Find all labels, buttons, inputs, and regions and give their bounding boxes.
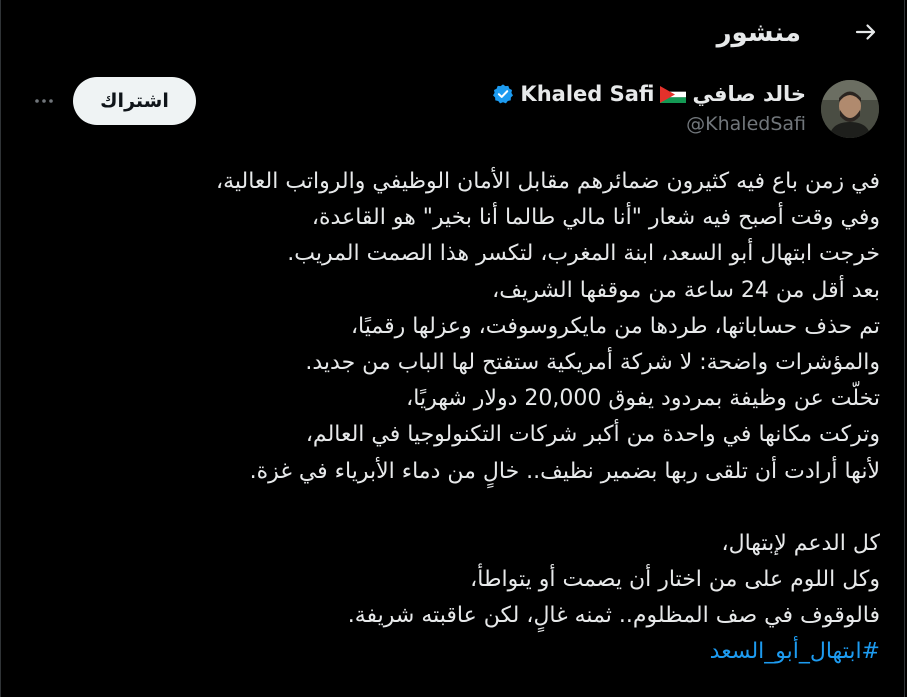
tweet-line: وكل اللوم على من اختار أن يصمت أو يتواطأ، — [470, 567, 880, 593]
tweet-line: لأنها أرادت أن تلقى ربها بضمير نظيف.. خالٍ من دماء الأبرياء في غزة. — [249, 458, 880, 484]
post-header — [1, 0, 906, 68]
subscribe-button[interactable]: اشتراك — [73, 77, 196, 125]
author-name-latin: Khaled Safi — [520, 82, 655, 106]
tweet-line: خرجت ابتهال أبو السعد، ابنة المغرب، لتكسر هذا الصمت المريب. — [287, 241, 880, 267]
tweet-line: وتركت مكانها في واحدة من أكبر شركات التكنولوجيا في العالم، — [305, 422, 880, 448]
arrow-icon — [854, 20, 878, 44]
tweet-line: تخلّت عن وظيفة بمردود يفوق 20,000 دولار شهريًا، — [406, 386, 880, 412]
hashtag-link[interactable]: #ابتهال_أبو_السعد — [709, 639, 880, 665]
tweet-line: وفي وقت أصبح فيه شعار "أنا مالي طالما أنا بخير" هو القاعدة، — [311, 205, 880, 231]
avatar-image — [821, 80, 879, 138]
tweet-line: في زمن باع فيه كثيرون ضمائرهم مقابل الأمان الوظيفي والرواتب العالية، — [215, 169, 880, 194]
author-name-arabic: خالد صافي — [692, 82, 806, 106]
back-button[interactable] — [848, 14, 884, 50]
avatar[interactable] — [821, 80, 879, 138]
palestine-flag-icon — [660, 86, 686, 103]
tweet-line: بعد أقل من 24 ساعة من موقفها الشريف، — [492, 277, 880, 303]
more-icon — [32, 89, 56, 113]
tweet-line: كل الدعم لإبتهال، — [721, 530, 880, 556]
tweet-text — [40, 164, 880, 671]
author-handle[interactable]: @KhaledSafi — [686, 113, 806, 135]
more-options-button[interactable] — [29, 86, 59, 116]
verified-badge-icon — [492, 83, 514, 105]
page-title: منشور — [716, 18, 801, 48]
tweet-line: تم حذف حساباتها، طردها من مايكروسوفت، وعزلها رقميًا، — [350, 313, 880, 339]
author-name[interactable] — [492, 79, 806, 109]
paragraph-break — [40, 490, 880, 526]
tweet-line: والمؤشرات واضحة: لا شركة أمريكية ستفتح لها الباب من جديد. — [305, 349, 880, 375]
tweet-line: فالوقوف في صف المظلوم.. ثمنه غالٍ، لكن عاقبته شريفة. — [347, 603, 880, 629]
